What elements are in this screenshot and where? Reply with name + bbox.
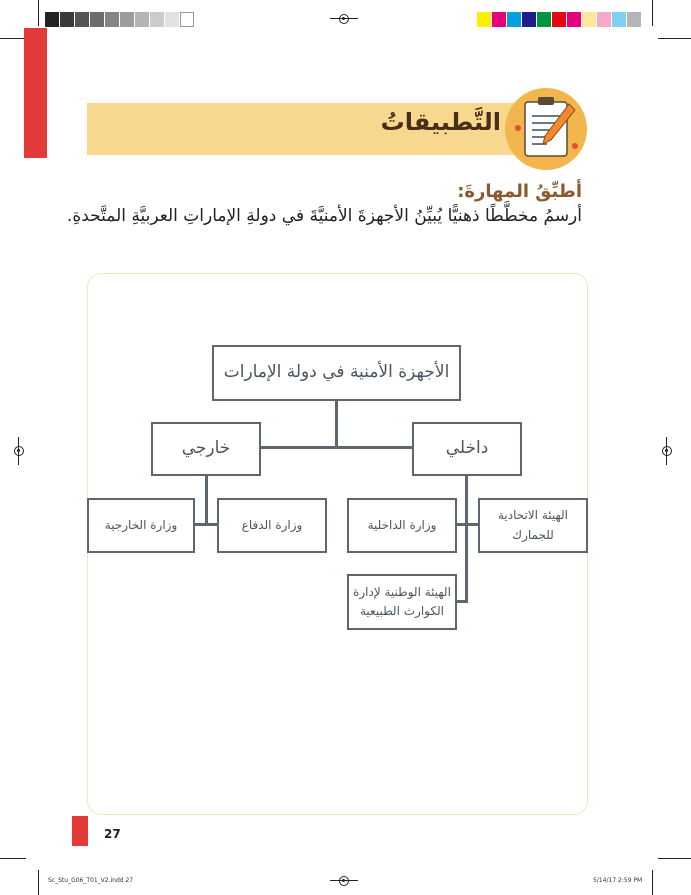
external-box <box>151 422 261 476</box>
crop-mark <box>38 870 39 895</box>
child-box-interior <box>347 498 457 553</box>
child-label: وزارة الدفاع <box>241 517 303 532</box>
root-box <box>212 345 461 401</box>
color-swatch <box>477 12 491 27</box>
external-label: خارجي <box>181 438 231 459</box>
child-label: وزارة الداخلية <box>367 517 437 532</box>
child-box-customs <box>478 498 588 553</box>
page-number-tab <box>72 816 88 846</box>
color-swatch <box>597 12 611 27</box>
header-badge <box>505 88 587 170</box>
color-swatch <box>552 12 566 27</box>
internal-box <box>412 422 522 476</box>
connector-line <box>194 523 218 526</box>
connector-line <box>455 523 480 526</box>
gray-swatch <box>135 12 149 27</box>
gray-swatch <box>60 12 74 27</box>
root-label: الأجهزة الأمنية في دولة الإمارات <box>223 362 450 383</box>
registration-mark <box>330 18 358 19</box>
registration-mark <box>339 14 349 24</box>
red-accent-tab <box>24 28 47 158</box>
slug-file-name: Sc_Stu_G06_T01_V2.indd 27 <box>48 877 134 884</box>
registration-mark <box>330 880 358 881</box>
child-label: الهيئة الوطنية لإدارة الكوارث الطبيعية <box>353 584 451 618</box>
registration-mark <box>14 446 24 456</box>
connector-line <box>335 400 338 448</box>
child-label: وزارة الخارجية <box>104 517 178 532</box>
slug-timestamp: 5/14/17 2:59 PM <box>593 877 643 884</box>
gray-swatch <box>120 12 134 27</box>
gray-swatch <box>150 12 164 27</box>
registration-mark <box>666 437 667 465</box>
registration-mark <box>339 876 349 886</box>
registration-mark <box>18 437 19 465</box>
gray-swatch <box>180 12 194 27</box>
child-box-foreign-affairs <box>87 498 195 553</box>
color-swatch <box>582 12 596 27</box>
color-swatch <box>492 12 506 27</box>
skill-label: أطبِّقُ المهارةَ: <box>457 181 582 202</box>
gray-swatch <box>90 12 104 27</box>
page-number: 27 <box>104 827 121 841</box>
color-swatch <box>612 12 626 27</box>
crop-mark <box>0 858 26 859</box>
crop-mark <box>0 38 26 39</box>
connector-line <box>261 446 414 449</box>
connector-line <box>465 475 468 602</box>
page-title: التَّطبيقاتُ <box>380 108 501 136</box>
color-swatch <box>567 12 581 27</box>
skill-instruction: أرسمُ مخطَّطًا ذهنيًّا يُبيِّنُ الأجهزةَ الأمنيَّةَ في دولةِ الإماراتِ العربيَّةِ المتَّحدةِ. <box>66 206 582 226</box>
connector-line <box>205 475 208 525</box>
color-swatch <box>507 12 521 27</box>
color-swatch <box>627 12 641 27</box>
crop-mark <box>658 38 691 39</box>
gray-swatch <box>75 12 89 27</box>
crop-mark <box>658 858 691 859</box>
registration-mark <box>662 446 672 456</box>
child-box-defense <box>217 498 327 553</box>
connector-line <box>457 600 468 603</box>
crop-mark <box>652 870 653 895</box>
gray-swatch <box>45 12 59 27</box>
crop-mark <box>652 0 653 26</box>
gray-swatch <box>165 12 179 27</box>
child-box-disaster-management <box>347 574 457 630</box>
child-label: الهيئة الاتحادية للجمارك <box>497 508 569 542</box>
internal-label: داخلي <box>445 438 489 459</box>
clipboard-pencil-icon <box>505 88 587 170</box>
color-swatch <box>537 12 551 27</box>
crop-mark <box>38 0 39 26</box>
gray-swatch <box>105 12 119 27</box>
color-swatch <box>522 12 536 27</box>
